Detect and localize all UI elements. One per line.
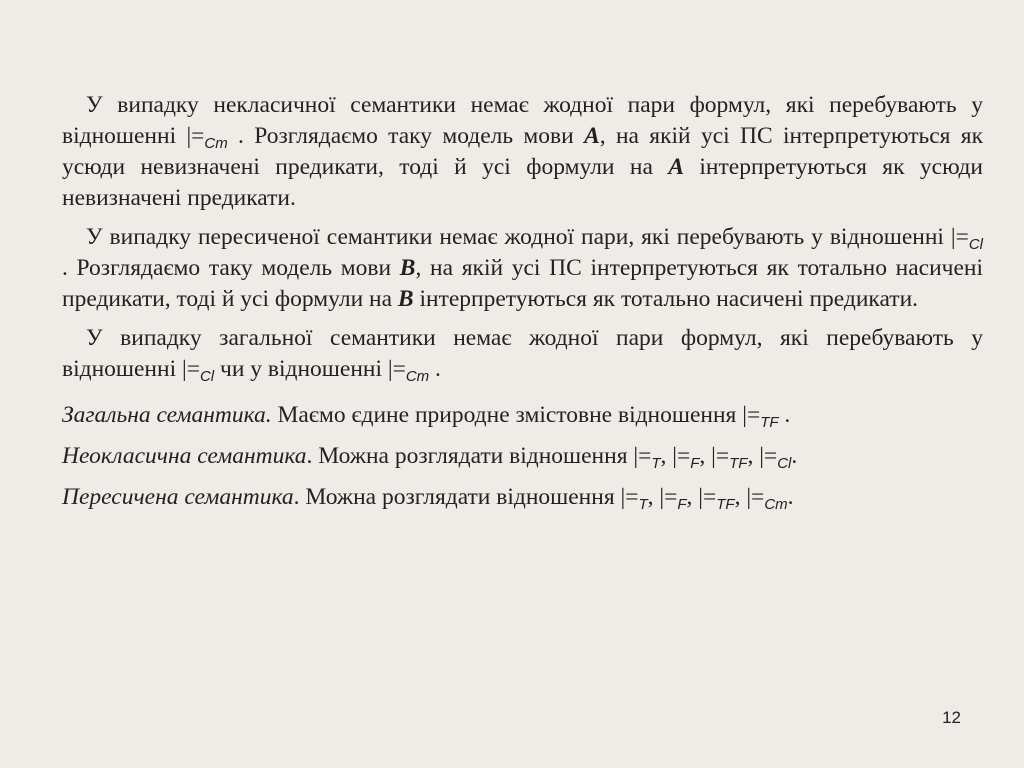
- definition-oversaturated: [62, 482, 983, 513]
- definition-text: Маємо єдине природне змістовне відношення |=: [271, 402, 761, 428]
- paragraph-text: чи у відношенні |=: [214, 356, 406, 382]
- definition-tail: .: [787, 484, 794, 510]
- model-symbol: B: [399, 255, 416, 281]
- relation-subscript: Cm: [204, 135, 228, 152]
- relation-subscript: F: [677, 496, 687, 513]
- model-symbol: B: [397, 286, 414, 312]
- relation-subscript: T: [651, 455, 661, 472]
- relation-subscript: Cm: [764, 496, 788, 513]
- definition-text: . Можна розглядати відношення |=: [293, 484, 639, 510]
- relation-subscript: Cl: [777, 455, 792, 472]
- paragraph-text: . Розглядаємо таку модель мови: [62, 255, 400, 281]
- paragraph-text: У випадку загальної семантики немає жодної пари формул, які перебувають у відношенні |=: [62, 325, 983, 382]
- page-number: 12: [942, 708, 961, 727]
- relation-separator: , |=: [699, 443, 730, 469]
- relation-subscript: TF: [760, 414, 779, 431]
- relation-subscript: T: [638, 496, 648, 513]
- paragraph-text: , на якій усі ПС інтерпретуються як тотально насичені предикати, тоді й усі формули на: [62, 255, 983, 312]
- relation-subscript: Cl: [199, 368, 215, 385]
- relation-separator: , |=: [647, 484, 678, 510]
- definition-tail: .: [778, 402, 791, 428]
- paragraph-oversaturated: [62, 222, 983, 315]
- relation-subscript: TF: [716, 496, 735, 513]
- relation-subscript: Cm: [405, 368, 430, 385]
- definitions-list: [62, 400, 983, 513]
- definition-term: Пересичена семантика: [62, 484, 294, 510]
- paragraph-text: У випадку некласичної семантики немає жодної пари формул, які перебувають у відношенні |=: [62, 92, 983, 149]
- relation-separator: , |=: [686, 484, 717, 510]
- relation-separator: , |=: [747, 443, 778, 469]
- relation-separator: , |=: [734, 484, 765, 510]
- definition-general: [62, 400, 983, 431]
- definition-term: Загальна семантика.: [62, 402, 272, 428]
- relation-separator: , |=: [660, 443, 691, 469]
- model-symbol: A: [668, 154, 684, 180]
- definition-nonclassical: [62, 441, 983, 472]
- relation-subscript: F: [690, 455, 700, 472]
- paragraph-text: У випадку пересиченої семантики немає жодної пари, які перебувають у відношенні |=: [86, 224, 969, 250]
- paragraph-text: .: [429, 356, 441, 382]
- paragraph-general: [62, 323, 983, 385]
- paragraph-text: інтерпретуються як усюди невизначені предикати.: [62, 154, 983, 211]
- definition-tail: .: [791, 443, 798, 469]
- paragraph-text: , на якій усі ПС інтерпретуються як усюди невизначені предикати, тоді й усі формули на: [62, 123, 984, 180]
- definition-term: Неокласична семантика: [62, 443, 307, 469]
- definition-text: . Можна розглядати відношення |=: [306, 443, 652, 469]
- paragraph-nonclassical: [62, 90, 983, 214]
- slide-body: [62, 90, 983, 523]
- paragraph-text: . Розглядаємо таку модель мови: [227, 123, 585, 149]
- relation-subscript: Cl: [968, 236, 983, 253]
- model-symbol: A: [584, 123, 600, 149]
- paragraph-text: інтерпретуються як тотально насичені предикати.: [413, 286, 919, 312]
- relation-subscript: TF: [729, 455, 748, 472]
